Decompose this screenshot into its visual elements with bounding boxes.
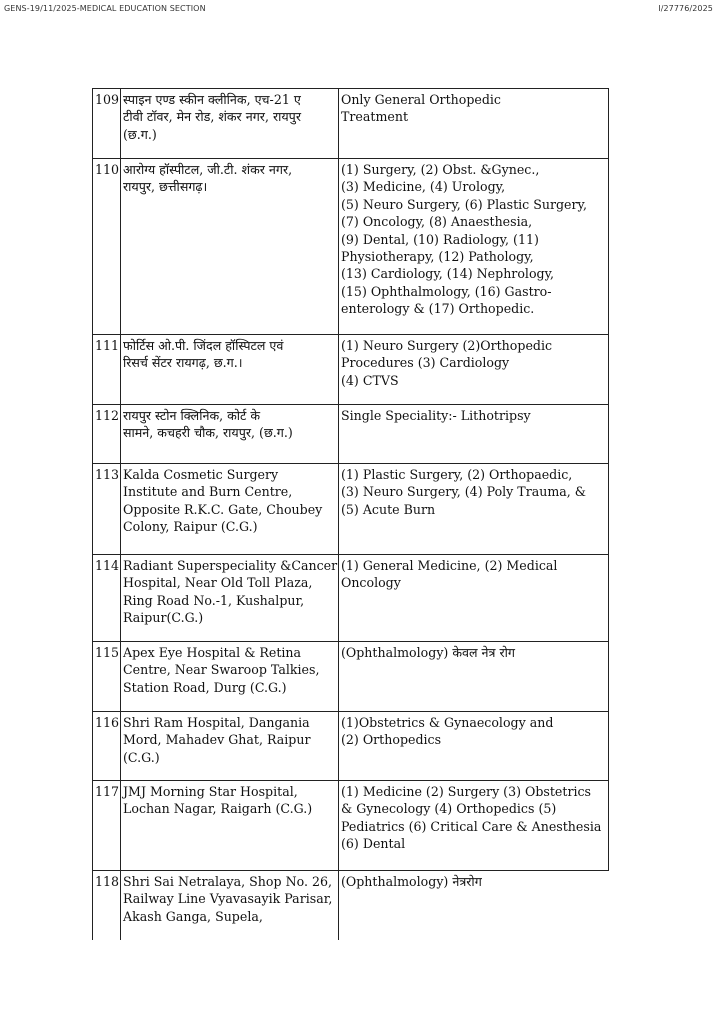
serial-number: 117 <box>95 784 120 799</box>
specialities: (1)Obstetrics & Gynaecology and (2) Orthopedics <box>341 715 554 748</box>
serial-number: 115 <box>95 645 120 660</box>
serial-number: 111 <box>95 338 120 353</box>
serial-number: 114 <box>95 558 120 573</box>
table-row-border <box>92 780 609 781</box>
table-row-border <box>92 158 609 159</box>
specialities: Only General Orthopedic Treatment <box>341 92 501 125</box>
table-border-right <box>608 88 609 870</box>
table-row-border <box>92 334 609 335</box>
hospital-name-address: स्पाइन एण्ड स्कीन क्लीनिक, एच-21 ए टीवी टॉवर, मेन रोड, शंकर नगर, रायपुर (छ.ग.) <box>123 92 301 142</box>
specialities: (1) Plastic Surgery, (2) Orthopaedic, (3) Neuro Surgery, (4) Poly Trauma, & (5) Acute Burn <box>341 467 587 517</box>
serial-number: 110 <box>95 162 120 177</box>
hospital-name-address: Apex Eye Hospital & Retina Centre, Near Swaroop Talkies, Station Road, Durg (C.G.) <box>123 645 320 695</box>
serial-number: 113 <box>95 467 120 482</box>
table-row-border <box>92 88 609 89</box>
hospital-name-address: आरोग्य हॉस्पीटल, जी.टी. शंकर नगर, रायपुर, छत्तीसगढ़। <box>123 162 293 195</box>
serial-number: 118 <box>95 874 120 889</box>
document-header-reference: GENS-19/11/2025-MEDICAL EDUCATION SECTION <box>4 4 206 13</box>
table-row-border <box>92 463 609 464</box>
serial-number: 112 <box>95 408 120 423</box>
hospital-name-address: रायपुर स्टोन क्लिनिक, कोर्ट के सामने, कचहरी चौक, रायपुर, (छ.ग.) <box>123 408 293 441</box>
serial-number: 109 <box>95 92 120 107</box>
table-column-divider <box>120 88 121 940</box>
specialities: (1) General Medicine, (2) Medical Oncology <box>341 558 558 591</box>
table-row-border <box>92 711 609 712</box>
serial-number: 116 <box>95 715 120 730</box>
table-row-border <box>92 554 609 555</box>
table-border-left <box>92 88 93 940</box>
hospital-name-address: Radiant Superspeciality &Cancer Hospital, Near Old Toll Plaza, Ring Road No.-1, Kushalpur, Raipur(C.G.) <box>123 558 338 626</box>
hospital-table <box>92 88 609 940</box>
specialities: Single Speciality:- Lithotripsy <box>341 408 531 423</box>
hospital-name-address: फोर्टिस ओ.पी. जिंदल हॉस्पिटल एवं रिसर्च सेंटर रायगढ़, छ.ग.। <box>123 338 284 371</box>
hospital-name-address: JMJ Morning Star Hospital, Lochan Nagar, Raigarh (C.G.) <box>123 784 313 817</box>
specialities: (1) Medicine (2) Surgery (3) Obstetrics & Gynecology (4) Orthopedics (5) Pediatrics (6) Critical Care & Anesthesia (6) Dental <box>341 784 602 852</box>
hospital-name-address: Shri Ram Hospital, Dangania Mord, Mahadev Ghat, Raipur (C.G.) <box>123 715 311 765</box>
table-row-border <box>92 404 609 405</box>
hospital-name-address: Shri Sai Netralaya, Shop No. 26, Railway Line Vyavasayik Parisar, Akash Ganga, Supela, <box>123 874 333 924</box>
table-row-border <box>92 870 609 871</box>
hospital-name-address: Kalda Cosmetic Surgery Institute and Burn Centre, Opposite R.K.C. Gate, Choubey Colony, Raipur (C.G.) <box>123 467 323 535</box>
document-file-number: I/27776/2025 <box>658 4 713 13</box>
specialities: (Ophthalmology) केवल नेत्र रोग <box>341 645 516 660</box>
specialities: (Ophthalmology) नेत्ररोग <box>341 874 482 889</box>
table-row-border <box>92 641 609 642</box>
specialities: (1) Surgery, (2) Obst. &Gynec., (3) Medicine, (4) Urology, (5) Neuro Surgery, (6) Plastic Surgery, (7) Oncology, (8) Anaesthesia, (9) Dental, (10) Radiology, (11) Physiotherapy, (12) Pathology, (13) Cardiology, (14) Nephrology, (15) Ophthalmology, (16) Gastro- enterology & (17) Orthopedic. <box>341 162 587 317</box>
specialities: (1) Neuro Surgery (2)Orthopedic Procedures (3) Cardiology (4) CTVS <box>341 338 553 388</box>
